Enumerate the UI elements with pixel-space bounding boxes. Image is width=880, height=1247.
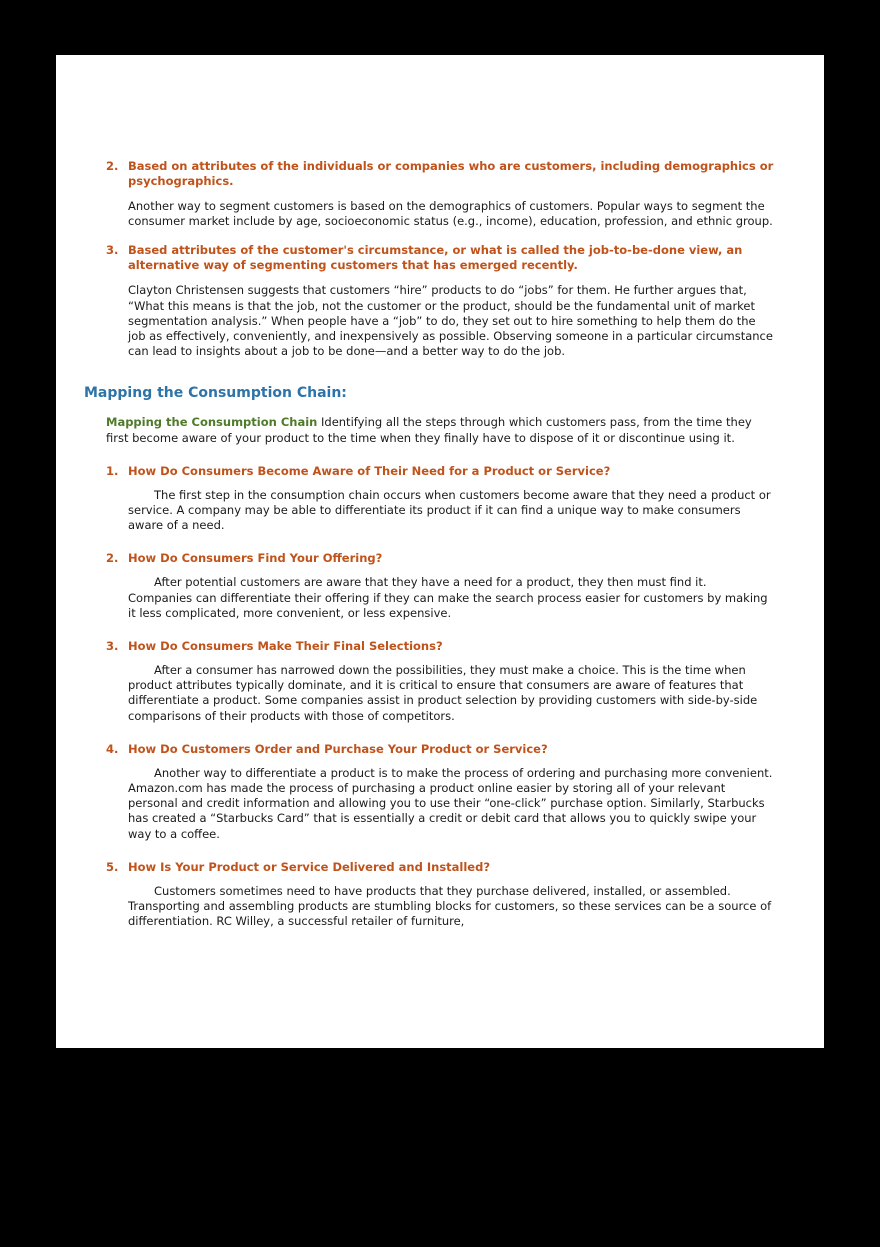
consumption-chain-question: How Do Consumers Make Their Final Selections? xyxy=(128,639,443,654)
consumption-chain-answer: Another way to differentiate a product is to make the process of ordering and purchasing more convenient. Amazon.com has made the process of purchasing a product online easier by storing all of your relevant personal and credit information and allowing you to use their “one-click” purchase option. Similarly, Starbucks has created a “Starbucks Card” that is essentially a credit or debit card that allows you to quickly swipe your way to a coffee. xyxy=(128,765,773,841)
section-intro-paragraph xyxy=(106,415,774,445)
section-intro-rest: Identifying all the steps through which customers pass, from the time they first become aware of your product to the time when they finally have to dispose of it or discontinue using it. xyxy=(106,415,752,445)
list-item-heading: Based on attributes of the individuals or companies who are customers, including demographics or psychographics. xyxy=(128,159,774,188)
consumption-chain-number: 3. xyxy=(106,639,119,654)
consumption-chain-question: How Do Customers Order and Purchase Your Product or Service? xyxy=(128,741,548,756)
consumption-chain-item xyxy=(106,742,774,842)
consumption-chain-number: 5. xyxy=(106,859,119,874)
document-page xyxy=(56,55,824,1048)
list-item-body: Clayton Christensen suggests that customers “hire” products to do “jobs” for them. He further argues that, “What this means is that the job, not the customer or the product, should be the fundamental unit of market segmentation analysis.” When people have a “job” to do, they set out to hire something to help them do the job as effectively, conveniently, and inexpensively as possible. Observing someone in a particular circumstance can lead to insights about a job to be done—and a better way to do the job. xyxy=(128,283,773,359)
list-item-body: Another way to segment customers is based on the demographics of customers. Popular ways to segment the consumer market include by age, socioeconomic status (e.g., income), education, profession, and ethnic group. xyxy=(128,199,773,229)
consumption-chain-number: 1. xyxy=(106,463,119,478)
list-item-number: 3. xyxy=(106,243,119,258)
list-item-number: 2. xyxy=(106,159,119,173)
consumption-chain-question-row xyxy=(106,464,774,479)
consumption-chain-number: 2. xyxy=(106,551,119,566)
consumption-chain-question-row xyxy=(106,551,774,566)
consumption-chain-answer: Customers sometimes need to have products that they purchase delivered, installed, or assembled. Transporting and assembling products are stumbling blocks for customers, so these services can be a source of differentiation. RC Willey, a successful retailer of furniture, xyxy=(128,883,772,929)
consumption-chain-item xyxy=(106,639,774,724)
consumption-chain-question-row xyxy=(106,860,774,875)
consumption-chain-question-row xyxy=(106,639,774,654)
page-content xyxy=(56,55,824,929)
list-item-heading: Based attributes of the customer's circumstance, or what is called the job-to-be-done view, an alternative way of segmenting customers that has emerged recently. xyxy=(128,243,743,273)
consumption-chain-answer: The first step in the consumption chain occurs when customers become aware that they need a product or service. A company may be able to differentiate its product if it can find a unique way to make consumers aware of a need. xyxy=(128,487,771,533)
section-intro-lead: Mapping the Consumption Chain xyxy=(106,415,318,430)
list-item xyxy=(106,159,774,189)
consumption-chain-item xyxy=(106,860,774,930)
consumption-chain-number: 4. xyxy=(106,741,119,756)
consumption-chain-item xyxy=(106,464,774,534)
section-heading: Mapping the Consumption Chain: xyxy=(84,385,347,402)
consumption-chain-answer: After a consumer has narrowed down the possibilities, they must make a choice. This is the time when product attributes typically dominate, and it is critical to ensure that consumers are aware of features that differentiate a product. Some companies assist in product selection by providing customers with side-by-side comparisons of their products with those of competitors. xyxy=(128,663,758,723)
consumption-chain-item xyxy=(106,551,774,621)
consumption-chain-answer: After potential customers are aware that they have a need for a product, they then must find it. Companies can differentiate their offering if they can make the search process easier for customers by making it less complicated, more convenient, or less expensive. xyxy=(128,575,768,620)
consumption-chain-question-row xyxy=(106,742,774,757)
consumption-chain-question: How Do Consumers Become Aware of Their Need for a Product or Service? xyxy=(128,463,611,478)
consumption-chain-question: How Do Consumers Find Your Offering? xyxy=(128,551,383,566)
list-item xyxy=(106,243,774,273)
consumption-chain-question: How Is Your Product or Service Delivered and Installed? xyxy=(128,859,491,874)
